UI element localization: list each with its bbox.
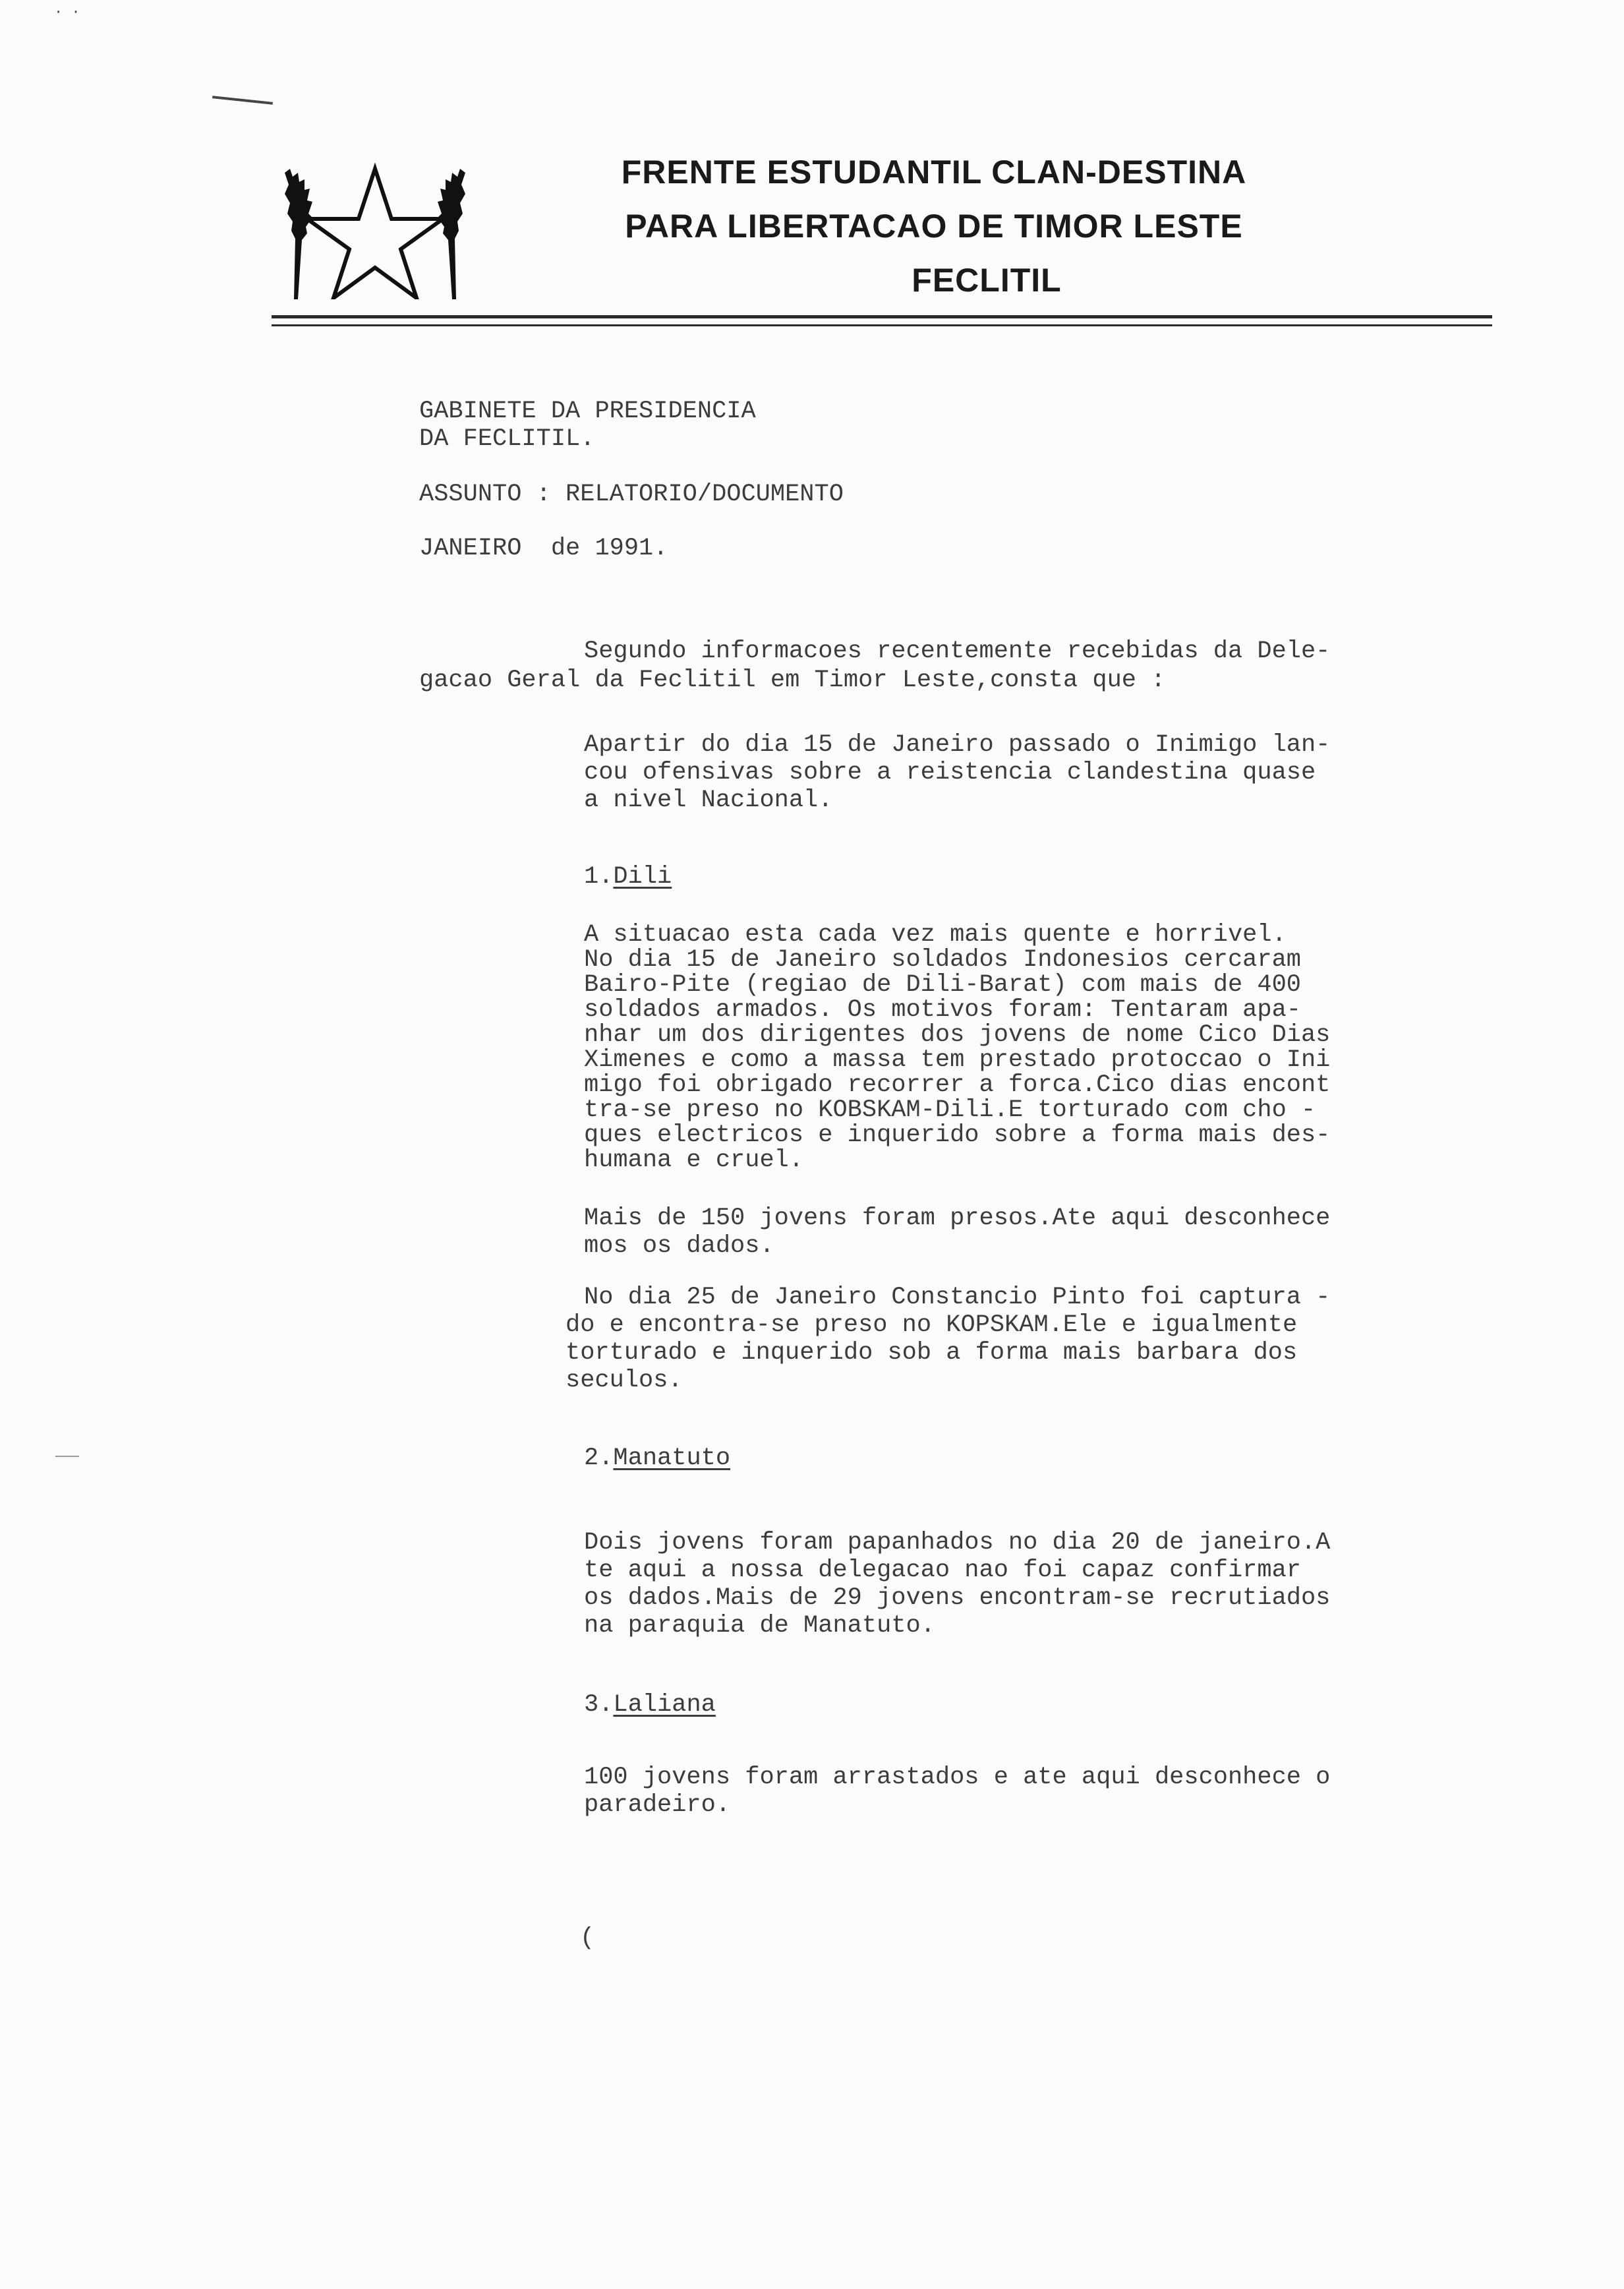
dili-p3-line-1: No dia 25 de Janeiro Constancio Pinto foi captura - [584,1284,1331,1311]
date-line: JANEIRO de 1991. [419,535,668,562]
section-heading-laliana: 3.Laliana [584,1691,716,1719]
letterhead-line-1: FRENTE ESTUDANTIL CLAN-DESTINA [621,154,1247,191]
dili-p1-line-10: humana e cruel. [584,1146,804,1174]
dili-p3-line-3: torturado e inquerido sob a forma mais barbara dos [566,1339,1298,1367]
dili-p2-line-2: mos os dados. [584,1232,774,1260]
dili-p1-line-8: tra-se preso no KOBSKAM-Dili.E torturado com cho - [584,1096,1316,1124]
opening-line-1: Apartir do dia 15 de Janeiro passado o Inimigo lan- [584,731,1331,759]
stray-mark: ( [580,1924,595,1952]
letterhead-line-2: PARA LIBERTACAO DE TIMOR LESTE [625,208,1243,245]
manatuto-line-3: os dados.Mais de 29 jovens encontram-se recrutiados [584,1584,1331,1612]
dili-p1-line-9: ques electricos e inquerido sobre a forma mais des- [584,1121,1331,1149]
dili-p2-line-1: Mais de 150 jovens foram presos.Ate aqui desconhece [584,1204,1331,1232]
dili-p1-line-5: nhar um dos dirigentes dos jovens de nome Cico Dias [584,1021,1331,1049]
dili-p1-line-2: No dia 15 de Janeiro soldados Indonesios cercaram [584,946,1301,974]
dili-p1-line-4: soldados armados. Os motivos foram: Tentaram apa- [584,996,1301,1024]
scan-speck: · · [54,4,80,20]
section-heading-manatuto: 2.Manatuto [584,1444,731,1472]
header-rule-top [272,315,1492,318]
laliana-line-2: paradeiro. [584,1791,731,1819]
dili-p1-line-7: migo foi obrigado recorrer a forca.Cico dias encont [584,1071,1331,1099]
intro-line-1: Segundo informacoes recentemente recebidas da Dele- [584,638,1331,665]
header-rule-bottom [272,324,1492,326]
dili-p1-line-6: Ximenes e como a massa tem prestado protoccao o Ini [584,1046,1331,1074]
intro-line-2: gacao Geral da Feclitil em Timor Leste,consta que : [419,667,1166,694]
laliana-line-1: 100 jovens foram arrastados e ate aqui desconhece o [584,1764,1331,1791]
manatuto-line-1: Dois jovens foram papanhados no dia 20 de janeiro.A [584,1529,1331,1557]
section-heading-dili: 1.Dili [584,863,672,891]
subject-line: ASSUNTO : RELATORIO/DOCUMENTO [419,481,844,508]
scan-dash-left [55,1456,79,1457]
dili-p1-line-3: Bairo-Pite (regiao de Dili-Barat) com mais de 400 [584,971,1301,999]
dili-p1-line-1: A situacao esta cada vez mais quente e horrivel. [584,921,1287,949]
manatuto-line-4: na paraquia de Manatuto. [584,1612,935,1640]
office-line-1: GABINETE DA PRESIDENCIA [419,398,756,425]
scan-dash [212,96,273,105]
opening-line-2: cou ofensivas sobre a reistencia clandestina quase [584,759,1316,787]
manatuto-line-2: te aqui a nossa delegacao nao foi capaz confirmar [584,1557,1301,1584]
dili-p3-line-4: seculos. [566,1367,683,1394]
opening-line-3: a nivel Nacional. [584,787,833,814]
letterhead-line-3: FECLITIL [912,262,1062,299]
dili-p3-line-2: do e encontra-se preso no KOPSKAM.Ele e igualmente [566,1311,1298,1339]
office-line-2: DA FECLITIL. [419,425,595,453]
